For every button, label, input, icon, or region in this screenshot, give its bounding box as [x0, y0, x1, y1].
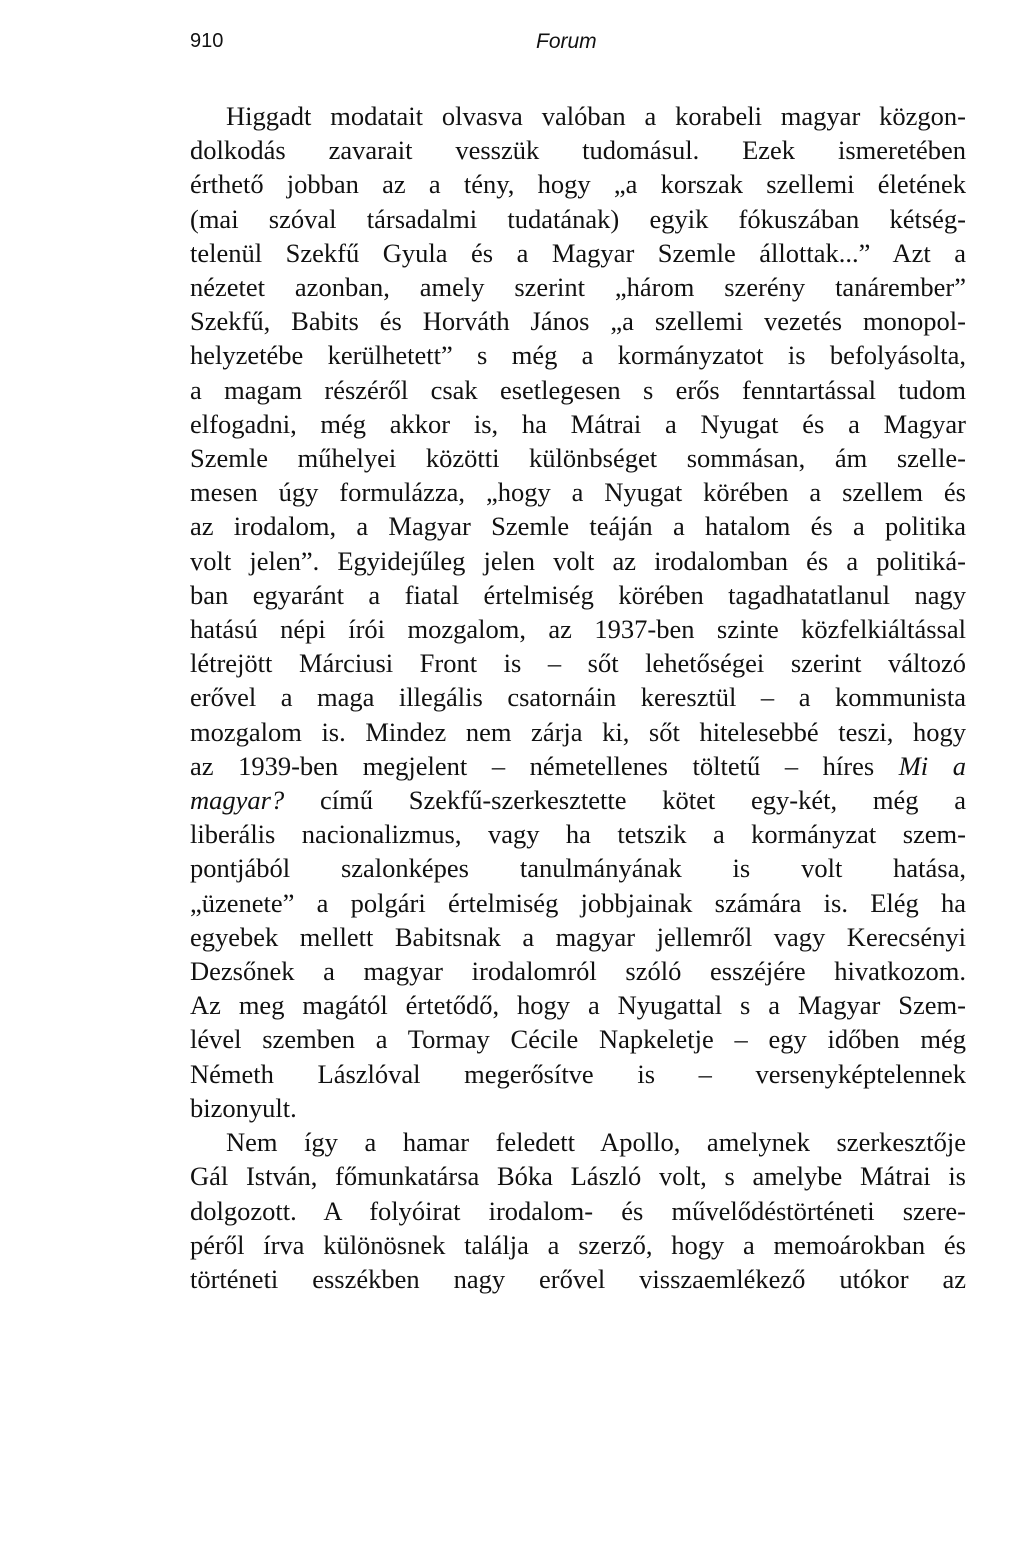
text-line: a magam részéről csak esetlegesen s erős fenntartással tudom — [190, 374, 966, 405]
text-line: az irodalom, a Magyar Szemle teáján a hatalom és a politika — [190, 511, 966, 542]
text-line: Az meg magától értetődő, hogy a Nyugattal s a Magyar Szem- — [190, 990, 966, 1021]
text-line: Gál István, főmunkatársa Bóka László volt, s amelybe Mátrai is — [190, 1161, 966, 1192]
text-line: liberális nacionalizmus, vagy ha tetszik a kormányzat szem- — [190, 819, 966, 850]
paragraph-2 — [190, 1125, 966, 1296]
text-line: Dezsőnek a magyar irodalomról szóló esszéjére hivatkozom. — [190, 956, 966, 987]
text-line: telenül Szekfű Gyula és a Magyar Szemle állottak...” Azt a — [190, 237, 966, 268]
text-line: dolkodás zavarait vesszük tudomásul. Ezek ismeretében — [190, 135, 966, 166]
text-line: elfogadni, még akkor is, ha Mátrai a Nyugat és a Magyar — [190, 408, 966, 439]
text-line: Németh Lászlóval megerősítve is – versenyképtelennek — [190, 1058, 966, 1089]
text-line: pontjából szalonképes tanulmányának is volt hatása, — [190, 853, 966, 884]
text-line: péről írva különösnek találja a szerző, hogy a memoárokban és — [190, 1229, 966, 1260]
text-line: (mai szóval társadalmi tudatának) egyik fókuszában kétség- — [190, 203, 966, 234]
paragraph-1 — [190, 99, 966, 1125]
text-line: erővel a maga illegális csatornáin keresztül – a kommunista — [190, 682, 966, 713]
text-line: nézetet azonban, amely szerint „három szerény tanárember” — [190, 272, 966, 303]
text-line: érthető jobban az a tény, hogy „a korszak szellemi életének — [190, 169, 966, 200]
page-number: 910 — [190, 30, 224, 52]
text-line: ban egyaránt a fiatal értelmiség körében tagadhatatlanul nagy — [190, 579, 966, 610]
text-line: történeti esszékben nagy erővel visszaemlékező utókor az — [190, 1263, 966, 1294]
text-line: bizonyult. — [190, 1092, 297, 1123]
book-title-italic: magyar? — [190, 785, 285, 816]
text-line: Szemle műhelyei közötti különbséget sommásan, ám szelle- — [190, 443, 966, 474]
text-line: dolgozott. A folyóirat irodalom- és művelődéstörténeti szere- — [190, 1195, 966, 1226]
text-line: mesen úgy formulázza, „hogy a Nyugat körében a szellem és — [190, 477, 966, 508]
text-line: mozgalom is. Mindez nem zárja ki, sőt hitelesebbé teszi, hogy — [190, 716, 966, 747]
text-line-with-italic: az 1939-ben megjelent – németellenes töltetű – híres Mi a — [190, 750, 966, 781]
text-line: Nem így a hamar feledett Apollo, amelynek szerkesztője — [226, 1127, 966, 1158]
text-line: hatású népi írói mozgalom, az 1937-ben szinte közfelkiáltással — [190, 614, 966, 645]
text-line: Szekfű, Babits és Horváth János „a szellemi vezetés monopol- — [190, 306, 966, 337]
text-line: egyebek mellett Babitsnak a magyar jellemről vagy Kerecsényi — [190, 921, 966, 952]
text-line: lével szemben a Tormay Cécile Napkeletje – egy időben még — [190, 1024, 966, 1055]
body-text — [190, 99, 966, 1296]
text-line: Higgadt modatait olvasva valóban a korabeli magyar közgon- — [226, 101, 966, 131]
page-header — [190, 30, 978, 66]
text-line-with-italic: magyar? című Szekfű-szerkesztette kötet egy-két, még a — [190, 785, 966, 816]
text-line: létrejött Márciusi Front is – sőt lehetőségei szerint változó — [190, 648, 966, 679]
text-line: volt jelen”. Egyidejűleg jelen volt az irodalomban és a politiká- — [190, 545, 966, 576]
text-line: helyzetébe kerülhetett” s még a kormányzatot is befolyásolta, — [190, 340, 966, 371]
text-line: „üzenete” a polgári értelmiség jobbjainak számára is. Elég ha — [190, 887, 966, 918]
book-title-italic: Mi a — [898, 750, 966, 781]
running-title: Forum — [536, 30, 597, 53]
